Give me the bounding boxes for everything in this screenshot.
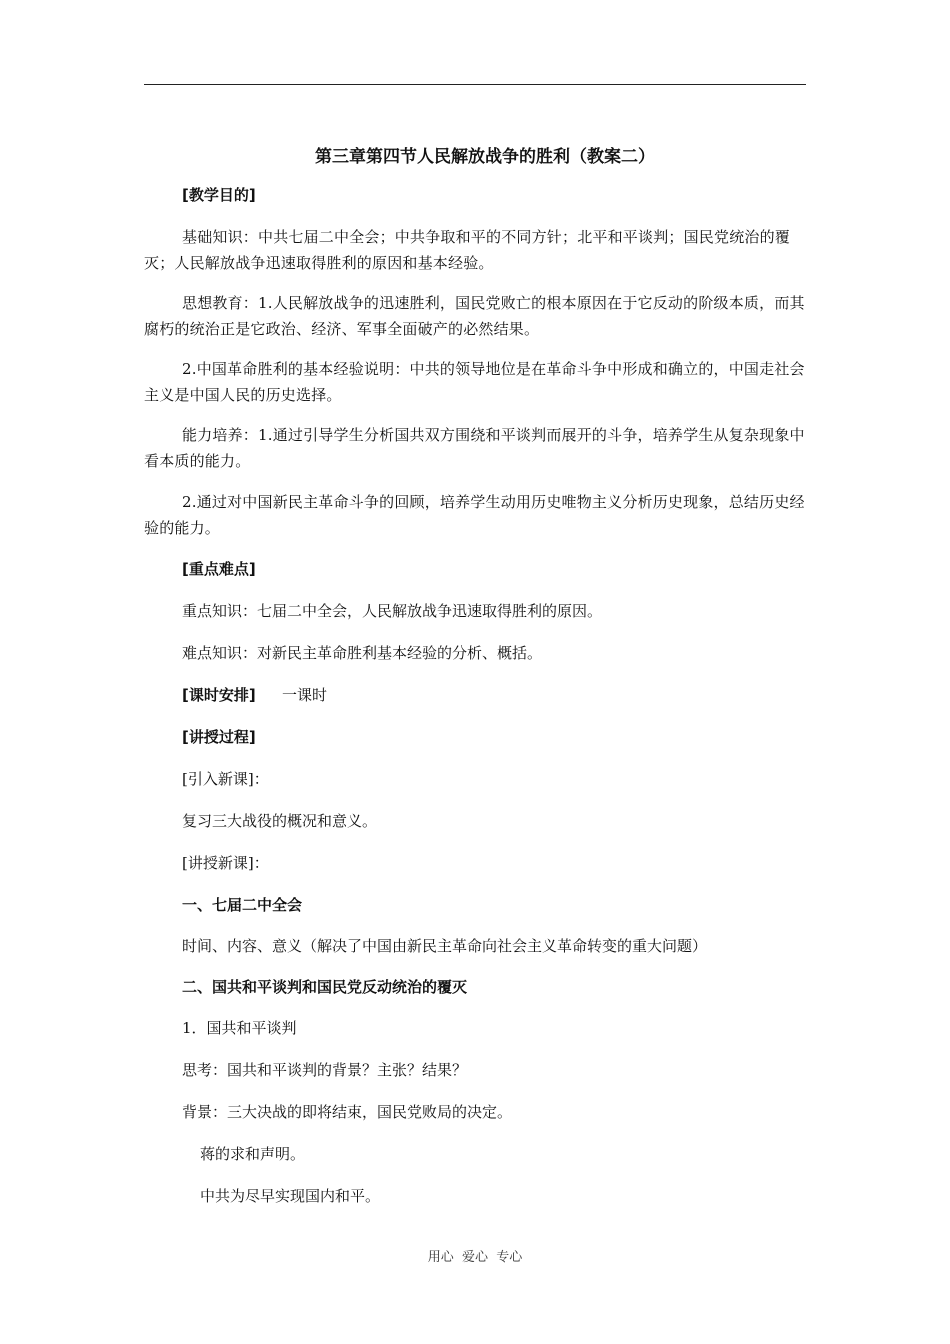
label-intro: [引入新课]：: [182, 770, 269, 788]
text-key-knowledge: 重点知识：七届二中全会，人民解放战争迅速取得胜利的原因。: [182, 602, 603, 620]
paragraph-basic-knowledge: 基础知识：中共七届二中全会；中共争取和平的不同方针；北平和平谈判；国民党统治的覆灭；人民解放战争迅速取得胜利的原因和基本经验。: [144, 228, 791, 272]
header-rule: [144, 84, 806, 85]
paragraph-ability-1: 能力培养：1.通过引导学生分析国共双方围绕和平谈判而展开的斗争，培养学生从复杂现象中看本质的能力。: [144, 426, 805, 470]
heading-teaching-process: [讲授过程]: [182, 728, 256, 746]
heading-key-points: [重点难点]: [182, 560, 256, 578]
paragraph-thought-education-1: 思想教育：1.人民解放战争的迅速胜利，国民党败亡的根本原因在于它反动的阶级本质，而其腐朽的统治正是它政治、经济、军事全面破产的必然结果。: [144, 294, 805, 338]
text-background-item-2: 中共为尽早实现国内和平。: [200, 1187, 381, 1205]
text-intro: 复习三大战役的概况和意义。: [182, 812, 378, 830]
paragraph-thought-education-2: 2.中国革命胜利的基本经验说明：中共的领导地位是在革命斗争中形成和确立的，中国走社会主义是中国人民的历史选择。: [144, 360, 805, 404]
heading-part-two: 二、国共和平谈判和国民党反动统治的覆灭: [182, 978, 468, 996]
text-subsection-1: 1．国共和平谈判: [182, 1019, 297, 1037]
document-title: 第三章第四节人民解放战争的胜利（教案二）: [315, 147, 655, 167]
heading-teaching-goals: [教学目的]: [182, 186, 256, 204]
heading-schedule: [课时安排]: [182, 686, 256, 704]
text-schedule-value: 一课时: [282, 686, 328, 704]
text-background: 背景：三大决战的即将结束，国民党败局的决定。: [182, 1103, 513, 1121]
text-think: 思考：国共和平谈判的背景？主张？结果？: [182, 1061, 468, 1079]
text-part-one: 时间、内容、意义（解决了中国由新民主革命向社会主义革命转变的重大问题）: [182, 937, 708, 955]
page-footer: 用心 爱心 专心: [427, 1250, 523, 1265]
text-background-item-1: 蒋的求和声明。: [200, 1145, 306, 1163]
text-difficult-knowledge: 难点知识：对新民主革命胜利基本经验的分析、概括。: [182, 644, 543, 662]
paragraph-ability-2: 2.通过对中国新民主革命斗争的回顾，培养学生动用历史唯物主义分析历史现象，总结历史经验的能力。: [144, 493, 805, 537]
label-new-lesson: [讲授新课]：: [182, 854, 269, 872]
heading-part-one: 一、七届二中全会: [182, 896, 303, 914]
